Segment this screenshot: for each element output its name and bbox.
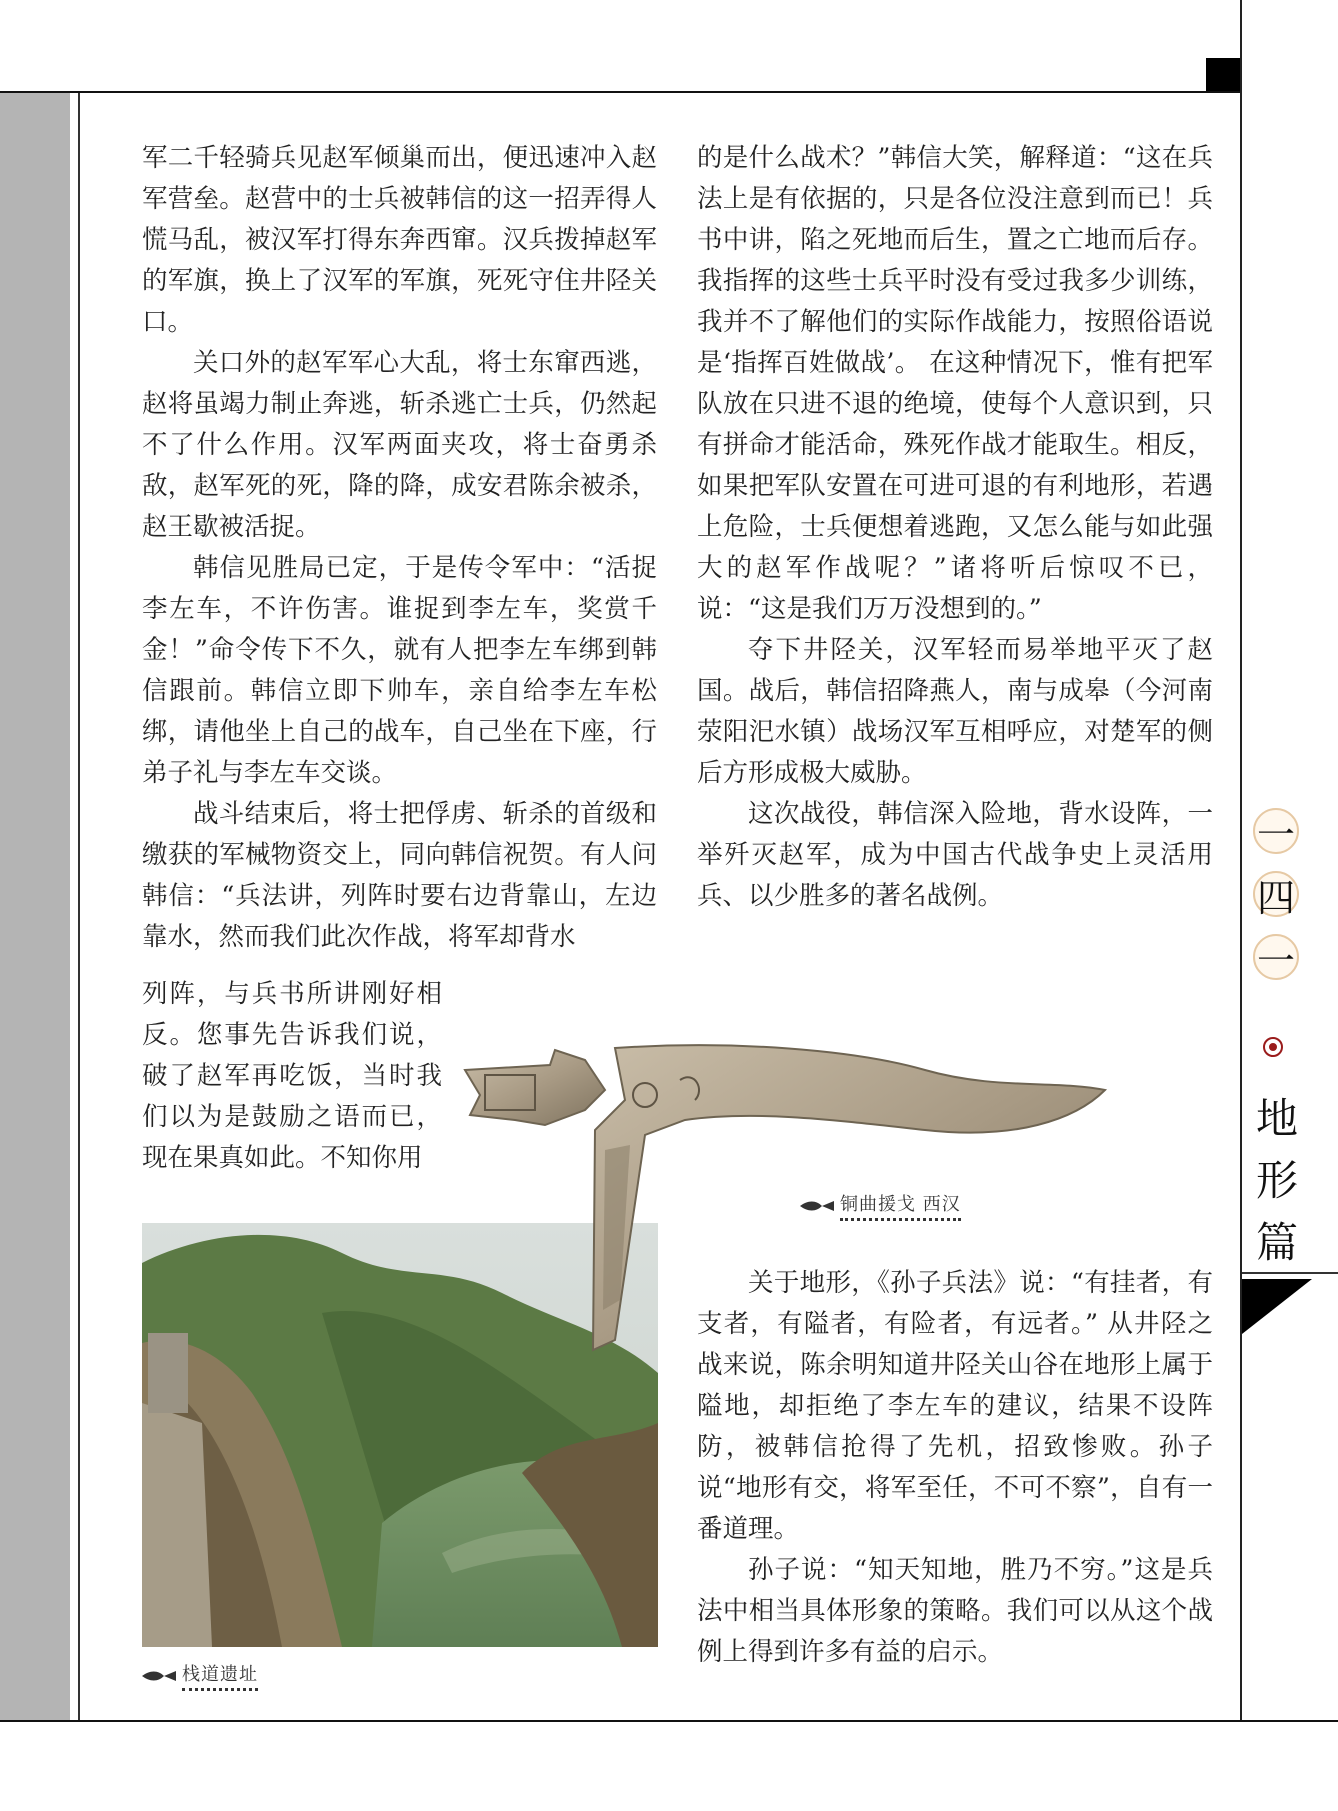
section-title: 地形篇 xyxy=(1255,1094,1298,1267)
page-number-char: 四 xyxy=(1256,875,1295,920)
paragraph: 的是什么战术？”韩信大笑，解释道：“这在兵法上是有依据的，只是各位没注意到而已！兵书中讲，陷之死地而后生，置之亡地而后存。我指挥的这些士兵平时没有受过我多少训练，我并不了解他们的实际作战能力，按照俗语说是‘指挥百姓做战’。 在这种情况下，惟有把军队放在只进不退的绝境，使每个人意识到，只有拼命才能活命，殊死作战才能取生。相反，如果把军队安置在可进可退的有利地形，若遇上危险，士兵便想着逃跑，又怎么能与如此强大的赵军作战呢？”诸将听后惊叹不已，说：“这是我们万万没想到的。” xyxy=(697,143,1213,624)
paragraph: 军二千轻骑兵见赵军倾巢而出，便迅速冲入赵军营垒。赵营中的士兵被韩信的这一招弄得人慌马乱，被汉军打得东奔西窜。汉兵拨掉赵军的军旗，换上了汉军的军旗，死死守住井陉关口。 xyxy=(142,143,657,337)
halberd-caption xyxy=(800,1190,961,1221)
text-column-right xyxy=(697,138,1213,917)
page-number-digit xyxy=(1253,934,1299,983)
left-gray-band xyxy=(0,93,70,1720)
paragraph: 这次战役，韩信深入险地，背水设阵，一举歼灭赵军，成为中国古代战争史上灵活用兵、以少胜多的著名战例。 xyxy=(697,799,1213,911)
page-number-char: 一 xyxy=(1256,938,1295,983)
right-margin-rule xyxy=(1240,0,1242,1720)
left-inner-rule xyxy=(78,93,80,1720)
paragraph: 孙子说：“知天知地，胜乃不穷。”这是兵法中相当具体形象的策略。我们可以从这个战例上得到许多有益的启示。 xyxy=(697,1555,1213,1667)
bronze-halberd-image xyxy=(455,1040,1135,1360)
fish-ornament-icon xyxy=(800,1200,834,1212)
paragraph: 战斗结束后，将士把俘虏、斩杀的首级和缴获的军械物资交上，同向韩信祝贺。有人问韩信：“兵法讲，列阵时要右边背靠山，左边靠水，然而我们此次作战，将军却背水 xyxy=(142,799,657,952)
paragraph: 夺下井陉关，汉军轻而易举地平灭了赵国。战后，韩信招降燕人，南与成皋（今河南荥阳汜水镇）战场汉军互相呼应，对楚军的侧后方形成极大威胁。 xyxy=(697,635,1213,788)
red-dot-icon xyxy=(1263,1037,1283,1057)
header-corner-block xyxy=(1206,58,1241,91)
sidebar-black-wedge xyxy=(1242,1279,1312,1334)
paragraph: 关口外的赵军军心大乱，将士东窜西逃，赵将虽竭力制止奔逃，斩杀逃亡士兵，仍然起不了什么作用。汉军两面夹攻，将士奋勇杀敌，赵军死的死，降的降，成安君陈余被杀，赵王歇被活捉。 xyxy=(142,348,657,542)
page-number-digit xyxy=(1253,808,1299,857)
halberd-caption-text: 铜曲援戈 西汉 xyxy=(840,1190,961,1221)
paragraph: 列阵，与兵书所讲刚好相反。您事先告诉我们说，破了赵军再吃饭，当时我们以为是鼓励之语而已，现在果真如此。不知你用 xyxy=(142,979,442,1173)
fish-ornament-icon xyxy=(142,1670,176,1682)
page-number-char: 一 xyxy=(1256,812,1295,857)
page-number-digit xyxy=(1253,871,1299,920)
photo-caption xyxy=(142,1660,258,1691)
footer-rule xyxy=(0,1720,1338,1722)
header-rule xyxy=(0,91,1242,93)
photo-caption-text: 栈道遗址 xyxy=(182,1660,258,1691)
paragraph: 关于地形，《孙子兵法》说：“有挂者，有支者，有隘者，有险者，有远者。” 从井陉之战来说，陈余明知道井陉关山谷在地形上属于隘地，却拒绝了李左车的建议，结果不设阵防，被韩信抢得了先机，招致惨败。孙子说“地形有交，将军至任，不可不察”，自有一番道理。 xyxy=(697,1268,1213,1544)
paragraph: 韩信见胜局已定，于是传令军中：“活捉李左车，不许伤害。谁捉到李左车，奖赏千金！”命令传下不久，就有人把李左车绑到韩信跟前。韩信立即下帅车，亲自给李左车松绑，请他坐上自己的战车，自己坐在下座，行弟子礼与李左车交谈。 xyxy=(142,553,657,788)
text-column-left-narrow xyxy=(142,974,442,1179)
text-column-left xyxy=(142,138,657,958)
